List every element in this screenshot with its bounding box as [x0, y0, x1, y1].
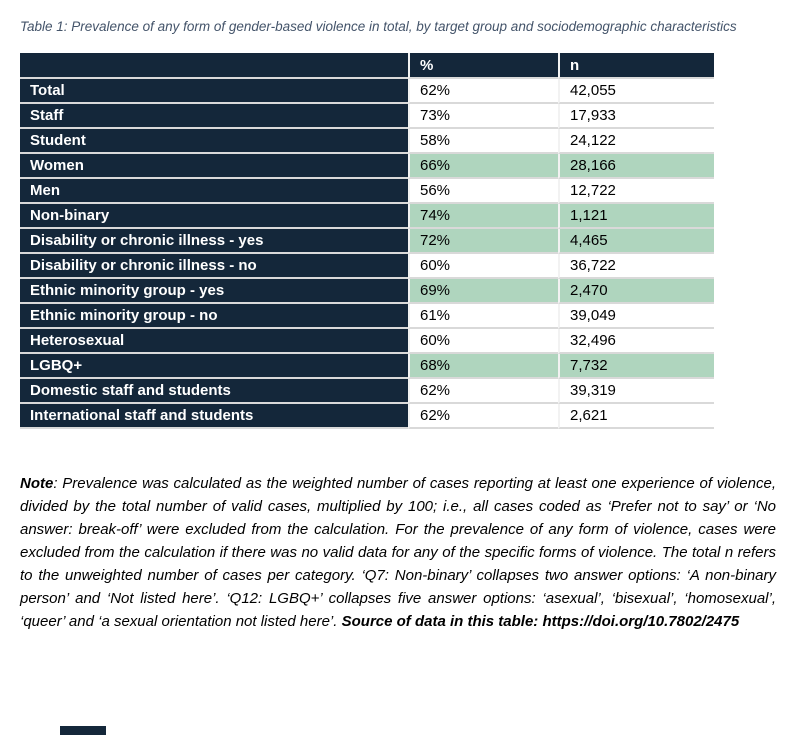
row-label-cell: Ethnic minority group - no [20, 304, 408, 329]
row-label-cell: Domestic staff and students [20, 379, 408, 404]
header-cell-category [20, 53, 408, 79]
row-percent-cell: 62% [408, 404, 558, 429]
table-caption: Table 1: Prevalence of any form of gender-based violence in total, by target group and sociodemographic characteristics [20, 19, 737, 34]
table-row [20, 329, 714, 354]
table-row [20, 154, 714, 179]
row-n-cell: 24,122 [558, 129, 714, 154]
row-label-cell: Men [20, 179, 408, 204]
table-row [20, 354, 714, 379]
row-label-cell: Disability or chronic illness - yes [20, 229, 408, 254]
table-row [20, 404, 714, 429]
row-percent-cell: 74% [408, 204, 558, 229]
row-label-cell: Total [20, 79, 408, 104]
row-n-cell: 42,055 [558, 79, 714, 104]
table-row [20, 129, 714, 154]
row-label-cell: Heterosexual [20, 329, 408, 354]
note-source-text: Source of data in this table: https://doi.org/10.7802/2475 [341, 612, 740, 630]
row-n-cell: 1,121 [558, 204, 714, 229]
row-percent-cell: 73% [408, 104, 558, 129]
prevalence-table [20, 53, 714, 429]
table-row [20, 379, 714, 404]
row-percent-cell: 62% [408, 379, 558, 404]
next-table-header-fragment [60, 726, 106, 735]
table-row [20, 229, 714, 254]
row-percent-cell: 72% [408, 229, 558, 254]
header-cell-n: n [558, 53, 714, 79]
row-percent-cell: 56% [408, 179, 558, 204]
row-n-cell: 7,732 [558, 354, 714, 379]
row-n-cell: 28,166 [558, 154, 714, 179]
row-percent-cell: 61% [408, 304, 558, 329]
row-n-cell: 2,621 [558, 404, 714, 429]
row-n-cell: 32,496 [558, 329, 714, 354]
row-label-cell: LGBQ+ [20, 354, 408, 379]
row-n-cell: 39,319 [558, 379, 714, 404]
row-percent-cell: 60% [408, 254, 558, 279]
row-label-cell: Student [20, 129, 408, 154]
table-row [20, 254, 714, 279]
row-n-cell: 12,722 [558, 179, 714, 204]
row-label-cell: Disability or chronic illness - no [20, 254, 408, 279]
row-n-cell: 17,933 [558, 104, 714, 129]
row-percent-cell: 62% [408, 79, 558, 104]
note-paragraph [20, 473, 776, 634]
table-row [20, 179, 714, 204]
row-percent-cell: 68% [408, 354, 558, 379]
table-body [20, 79, 714, 429]
row-percent-cell: 58% [408, 129, 558, 154]
row-n-cell: 39,049 [558, 304, 714, 329]
row-n-cell: 36,722 [558, 254, 714, 279]
row-label-cell: Women [20, 154, 408, 179]
note-body-text: : Prevalence was calculated as the weighted number of cases reporting at least one experience of violence, divided by the total number of valid cases, multiplied by 100; i.e., all cases coded as ‘Prefer not to say’ or ‘No answer: break-off’ were excluded from the calculation. For the prevalence of any form of violence, cases were excluded from the calculation if there was no valid data for any of the specific forms of violence. The total n refers to the unweighted number of cases per category. ‘Q7: Non-binary’ collapses two answer options: ‘A non-binary person’ and ‘Not listed here’. ‘Q12: LGBQ+’ collapses five answer options: ‘asexual’, ‘bisexual’, ‘homosexual’, ‘queer’ and ‘a sexual orientation not listed here’. [20, 475, 776, 630]
row-percent-cell: 66% [408, 154, 558, 179]
table-row [20, 204, 714, 229]
table-row [20, 104, 714, 129]
table-row [20, 304, 714, 329]
row-label-cell: Staff [20, 104, 408, 129]
table-row [20, 279, 714, 304]
row-percent-cell: 69% [408, 279, 558, 304]
table-header-row [20, 53, 714, 79]
header-cell-percent: % [408, 53, 558, 79]
row-n-cell: 2,470 [558, 279, 714, 304]
note-label: Note [20, 475, 54, 493]
row-percent-cell: 60% [408, 329, 558, 354]
row-label-cell: Ethnic minority group - yes [20, 279, 408, 304]
row-label-cell: Non-binary [20, 204, 408, 229]
row-n-cell: 4,465 [558, 229, 714, 254]
row-label-cell: International staff and students [20, 404, 408, 429]
table-row [20, 79, 714, 104]
